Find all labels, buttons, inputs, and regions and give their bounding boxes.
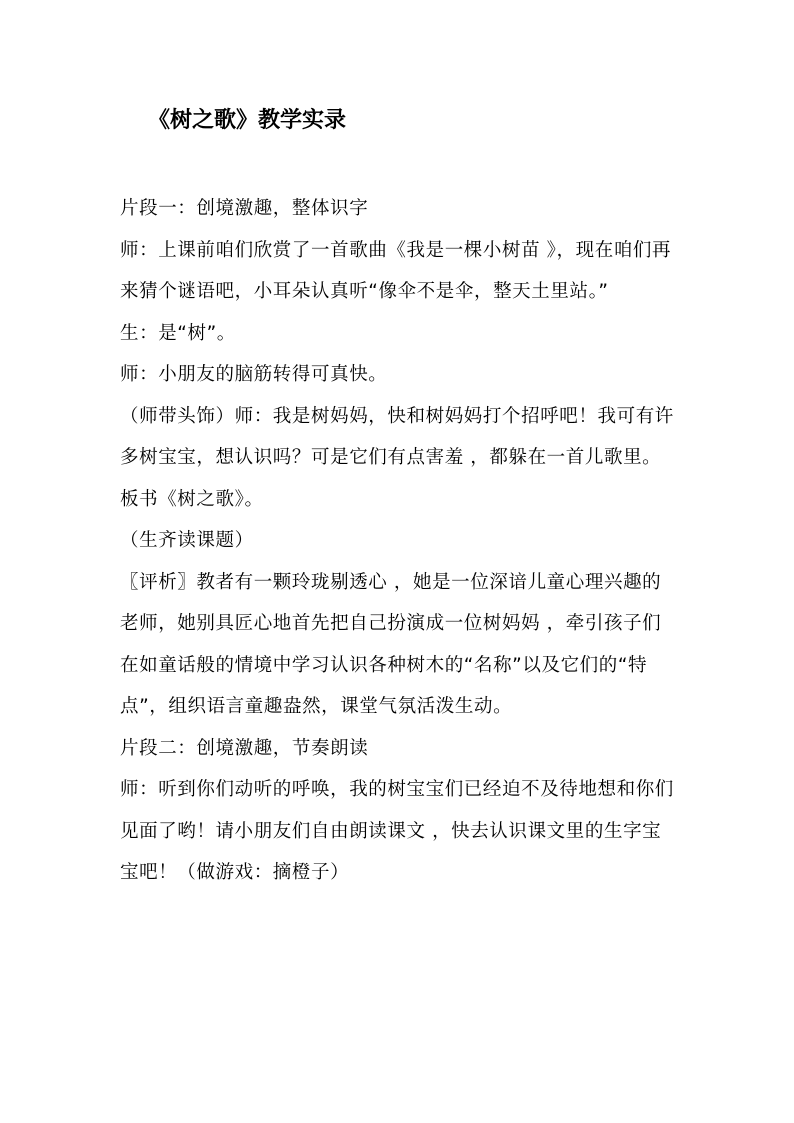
- document-body: [120, 188, 680, 894]
- board-note: 板书《树之歌》。: [120, 488, 264, 510]
- teacher-line: （师带头饰）师：我是树妈妈，快和树妈妈打个招呼吧！我可有许多树宝宝，想认识吗？可是它们有点害羞 ，都躲在一首儿歌里。: [120, 405, 674, 468]
- section-heading-2: 片段二：创境激趣，节奏朗读: [120, 737, 369, 759]
- teacher-line: 师：小朋友的脑筋转得可真快。: [120, 364, 388, 385]
- teacher-line: 师：上课前咱们欣赏了一首歌曲《我是一棵小树苗 》，现在咱们再来猜个谜语吧，小耳朵认真听“像伞不是伞，整天土里站。”: [120, 239, 672, 302]
- student-line: 生：是“树”。: [120, 322, 236, 344]
- section-heading-1: 片段一：创境激趣，整体识字: [120, 198, 369, 219]
- commentary-paragraph: 〖评析〗教者有一颗玲珑剔透心 ，她是一位深谙儿童心理兴趣的老师，她别具匠心地首先把自己扮演成一位树妈妈 ，牵引孩子们在如童话般的情境中学习认识各种树木的“名称”以及它们的“特点”，组织语言童趣盎然，课堂气氛活泼生动。: [120, 571, 662, 717]
- teacher-line: 师：听到你们动听的呼唤，我的树宝宝们已经迫不及待地想和你们见面了哟！请小朋友们自由朗读课文 ，快去认识课文里的生字宝宝吧！（做游戏：摘橙子）: [120, 779, 674, 883]
- page-title: 《树之歌》教学实录: [148, 108, 347, 133]
- stage-direction: （生齐读课题）: [120, 530, 254, 551]
